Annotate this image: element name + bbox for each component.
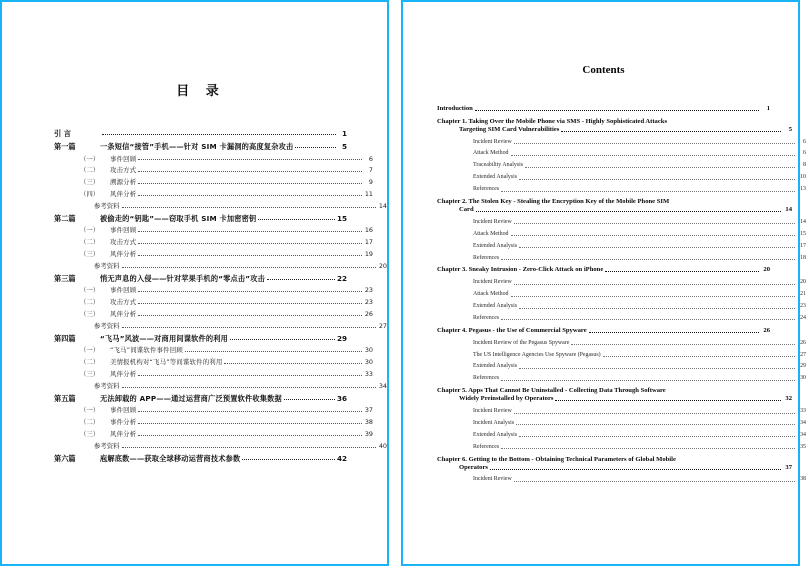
- toc-sub-title: 溯源分析: [110, 178, 137, 187]
- dot-leader: [514, 143, 795, 144]
- toc-sub-title: References: [473, 254, 500, 261]
- toc-sub-title: 事件回顾: [110, 286, 137, 295]
- toc-page-number: 23: [364, 298, 373, 307]
- toc-chapter-row[interactable]: [437, 199, 770, 206]
- dot-leader: [501, 191, 795, 192]
- toc-sub-row[interactable]: [437, 220, 806, 226]
- toc-page-number: 8: [803, 162, 806, 169]
- toc-page-number: 33: [800, 408, 806, 415]
- dot-leader: [476, 211, 781, 212]
- dot-leader: [514, 413, 795, 414]
- toc-page-number: 15: [336, 213, 347, 223]
- toc-sub-marker: （三）: [80, 309, 100, 318]
- toc-chapter-label: 第一篇: [54, 141, 76, 151]
- toc-reference-row[interactable]: [54, 263, 387, 269]
- english-toc-content: [403, 64, 806, 483]
- toc-page-number: 40: [378, 441, 387, 450]
- toc-sub-row[interactable]: [437, 256, 806, 262]
- toc-page-number: 30: [364, 346, 373, 355]
- dot-leader: [138, 183, 362, 184]
- toc-chapter-row[interactable]: [54, 275, 347, 282]
- dot-leader: [555, 400, 781, 401]
- toc-page-number: 6: [368, 154, 373, 163]
- dot-leader: [501, 319, 795, 320]
- toc-page-number: 20: [763, 266, 770, 274]
- toc-page-number: 17: [364, 238, 373, 247]
- toc-sub-row[interactable]: [437, 163, 806, 169]
- toc-page-number: 30: [364, 358, 373, 367]
- toc-page-number: 38: [364, 418, 373, 427]
- dot-leader: [514, 223, 795, 224]
- toc-page-number: 29: [800, 363, 806, 370]
- dot-leader: [561, 131, 781, 132]
- dot-leader: [525, 167, 795, 168]
- toc-chapter-row-continued[interactable]: [437, 396, 792, 403]
- toc-sub-title: 风伴分析: [110, 189, 137, 198]
- toc-page-number: 37: [785, 463, 792, 471]
- toc-page-number: 24: [800, 314, 806, 321]
- dot-leader: [138, 315, 362, 316]
- toc-sub-marker: （一）: [80, 346, 100, 355]
- toc-sub-marker: （三）: [80, 249, 100, 258]
- toc-sub-row[interactable]: [54, 227, 373, 233]
- toc-sub-title: Extended Analysis: [473, 431, 518, 438]
- toc-sub-row[interactable]: [54, 251, 373, 257]
- dot-leader: [138, 255, 362, 256]
- toc-page-number: 5: [341, 141, 347, 151]
- toc-page-number: 27: [378, 321, 387, 330]
- toc-page-number: 14: [785, 206, 792, 214]
- toc-sub-row[interactable]: [437, 445, 806, 451]
- toc-reference-row[interactable]: [54, 203, 387, 209]
- toc-sub-row[interactable]: [437, 353, 806, 359]
- toc-page-number: 35: [800, 443, 806, 450]
- dot-leader: [138, 303, 362, 304]
- toc-sub-marker: （一）: [80, 226, 100, 235]
- toc-sub-title: Incident Review: [473, 476, 512, 483]
- dot-leader: [122, 387, 376, 388]
- toc-sub-row[interactable]: [54, 347, 373, 353]
- toc-chapter-row[interactable]: [437, 267, 770, 274]
- dot-leader: [519, 247, 795, 248]
- toc-chapter-row[interactable]: [437, 388, 770, 395]
- dot-leader: [138, 435, 362, 436]
- toc-chapter-label: 第五篇: [54, 393, 76, 403]
- toc-sub-title: Traceability Analysis: [473, 162, 524, 169]
- toc-page-number: 19: [364, 249, 373, 258]
- page-left-chinese-toc: [0, 0, 389, 566]
- toc-sub-row[interactable]: [54, 167, 373, 173]
- toc-chapter-title: Chapter 3. Sneaky Intrusion - Zero-Click Attack on iPhone: [437, 266, 604, 274]
- toc-sub-row[interactable]: [437, 364, 806, 370]
- toc-page-number: 23: [364, 286, 373, 295]
- toc-sub-title: 风伴分析: [110, 249, 137, 258]
- toc-sub-title: References: [473, 443, 500, 450]
- toc-chapter-row[interactable]: [54, 130, 347, 137]
- toc-sub-title: References: [473, 375, 500, 382]
- toc-sub-title: Incident Review: [473, 218, 512, 225]
- dot-leader: [511, 296, 796, 297]
- toc-sub-marker: （二）: [80, 418, 100, 427]
- dot-leader: [122, 327, 376, 328]
- dot-leader: [138, 171, 362, 172]
- toc-page-number: 9: [368, 178, 373, 187]
- english-toc-heading: Contents: [582, 64, 625, 76]
- dot-leader: [258, 219, 335, 220]
- toc-chapter-title: Introduction: [437, 105, 473, 112]
- toc-sub-row[interactable]: [437, 421, 806, 427]
- english-toc-list: [437, 105, 806, 483]
- dot-leader: [501, 380, 795, 381]
- toc-sub-row[interactable]: [437, 140, 806, 146]
- dot-leader: [242, 459, 335, 460]
- toc-chapter-row[interactable]: [54, 395, 347, 402]
- toc-sub-title: 风伴分析: [110, 429, 137, 438]
- toc-page-number: 18: [800, 254, 806, 261]
- dot-leader: [519, 308, 795, 309]
- dot-leader: [603, 356, 795, 357]
- toc-sub-title: 美情报机构对“飞马”等间谍软件的利用: [110, 358, 223, 367]
- toc-page-number: 26: [800, 339, 806, 346]
- toc-chapter-title: 一条短信“接管”手机——针对 SIM 卡漏洞的高度复杂攻击: [100, 141, 294, 151]
- toc-page-number: 1: [341, 129, 347, 138]
- toc-reference-title: 参考资料: [94, 381, 120, 390]
- toc-sub-marker: （三）: [80, 369, 100, 378]
- dot-leader: [138, 291, 362, 292]
- dot-leader: [516, 424, 795, 425]
- toc-page-number: 14: [378, 201, 387, 210]
- toc-sub-row[interactable]: [54, 407, 373, 413]
- toc-sub-row[interactable]: [437, 477, 806, 483]
- toc-sub-row[interactable]: [54, 299, 373, 305]
- chinese-toc-list: [54, 129, 387, 463]
- toc-chapter-title: Chapter 2. The Stolen Key - Stealing the Encryption Key of the Mobile Phone SIM: [437, 198, 670, 206]
- toc-sub-title: Incident Review of the Pegasus Spyware: [473, 339, 570, 346]
- toc-page-number: 32: [785, 395, 792, 403]
- toc-sub-title: 风伴分析: [110, 369, 137, 378]
- dot-leader: [122, 207, 376, 208]
- toc-sub-marker: （三）: [80, 429, 100, 438]
- dot-leader: [519, 179, 795, 180]
- dot-leader: [571, 344, 795, 345]
- toc-page-number: 17: [800, 242, 806, 249]
- chinese-toc-heading: 目 录: [176, 84, 225, 99]
- toc-sub-row[interactable]: [437, 151, 806, 157]
- toc-chapter-row[interactable]: [54, 215, 347, 222]
- toc-sub-row[interactable]: [437, 316, 806, 322]
- toc-reference-title: 参考资料: [94, 441, 120, 450]
- toc-page-number: 23: [800, 303, 806, 310]
- toc-sub-title: References: [473, 314, 500, 321]
- toc-sub-marker: （二）: [80, 298, 100, 307]
- toc-sub-title: References: [473, 186, 500, 193]
- toc-chapter-row[interactable]: [437, 106, 770, 113]
- toc-sub-row[interactable]: [54, 239, 373, 245]
- toc-chapter-row-continued[interactable]: [437, 127, 792, 134]
- toc-sub-title: “飞马”间谍软件事件回顾: [110, 346, 183, 355]
- toc-sub-marker: （一）: [80, 286, 100, 295]
- dot-leader: [475, 110, 759, 111]
- dot-leader: [122, 267, 376, 268]
- toc-sub-row[interactable]: [437, 433, 806, 439]
- dot-leader: [511, 235, 796, 236]
- toc-chapter-title: 庖解底数——获取全球移动运营商技术参数: [100, 453, 241, 463]
- toc-sub-title: Incident Review: [473, 279, 512, 286]
- toc-sub-title: Attack Method: [473, 291, 509, 298]
- dot-leader: [230, 339, 335, 340]
- dot-leader: [514, 481, 795, 482]
- toc-sub-row[interactable]: [54, 371, 373, 377]
- dot-leader: [185, 351, 362, 352]
- toc-sub-row[interactable]: [437, 175, 806, 181]
- toc-page-number: 10: [800, 174, 806, 181]
- dot-leader: [295, 147, 336, 148]
- toc-sub-title: Incident Review: [473, 408, 512, 415]
- toc-chapter-row[interactable]: [437, 328, 770, 335]
- toc-page-number: 29: [336, 333, 347, 343]
- toc-chapter-title: “飞马”风波——对商用间谍软件的利用: [100, 333, 229, 343]
- toc-page-number: 30: [800, 375, 806, 382]
- toc-chapter-title: 悄无声息的入侵——针对苹果手机的“零点击”攻击: [100, 273, 265, 283]
- toc-page-number: 27: [800, 351, 806, 358]
- toc-sub-row[interactable]: [54, 287, 373, 293]
- toc-sub-row[interactable]: [54, 191, 373, 197]
- toc-page-number: 39: [364, 429, 373, 438]
- toc-chapter-label: 第六篇: [54, 453, 76, 463]
- toc-sub-title: 攻击方式: [110, 238, 137, 247]
- toc-sub-marker: （二）: [80, 166, 100, 175]
- dot-leader: [519, 436, 795, 437]
- toc-chapter-label: 第二篇: [54, 213, 76, 223]
- toc-sub-row[interactable]: [54, 179, 373, 185]
- dot-leader: [138, 411, 362, 412]
- dot-leader: [284, 399, 335, 400]
- toc-sub-row[interactable]: [437, 409, 806, 415]
- toc-sub-title: 事件分析: [110, 418, 137, 427]
- toc-page-number: 34: [378, 381, 387, 390]
- toc-sub-row[interactable]: [437, 280, 806, 286]
- toc-page-number: 26: [763, 326, 770, 334]
- toc-page-number: 42: [336, 453, 347, 463]
- toc-sub-row[interactable]: [437, 232, 806, 238]
- toc-sub-row[interactable]: [437, 292, 806, 298]
- toc-reference-title: 参考资料: [94, 261, 120, 270]
- toc-page-number: 15: [800, 230, 806, 237]
- toc-reference-row[interactable]: [54, 443, 387, 449]
- toc-sub-row[interactable]: [437, 376, 806, 382]
- toc-chapter-title-continued: Widely Preinstalled by Operators: [459, 395, 554, 403]
- toc-sub-row[interactable]: [437, 187, 806, 193]
- toc-page-number: 22: [336, 273, 347, 283]
- toc-sub-title: Extended Analysis: [473, 303, 518, 310]
- toc-sub-row[interactable]: [54, 431, 373, 437]
- toc-sub-title: Attack Method: [473, 150, 509, 157]
- dot-leader: [589, 332, 759, 333]
- toc-sub-row[interactable]: [54, 359, 373, 365]
- toc-sub-row[interactable]: [54, 419, 373, 425]
- toc-sub-title: Extended Analysis: [473, 242, 518, 249]
- toc-chapter-row[interactable]: [54, 335, 347, 342]
- toc-chapter-row[interactable]: [54, 143, 347, 150]
- toc-sub-title: 事件回顾: [110, 406, 137, 415]
- toc-chapter-row-continued[interactable]: [437, 465, 792, 472]
- toc-page-number: 6: [803, 150, 806, 157]
- toc-page-number: 33: [364, 369, 373, 378]
- dot-leader: [267, 279, 335, 280]
- toc-page-number: 36: [336, 393, 347, 403]
- toc-page-number: 14: [800, 218, 806, 225]
- toc-sub-title: Incident Analysis: [473, 419, 515, 426]
- toc-chapter-title: Chapter 4. Pegasus - the Use of Commercial Spyware: [437, 326, 587, 334]
- toc-reference-row[interactable]: [54, 383, 387, 389]
- dot-leader: [490, 469, 781, 470]
- toc-page-number: 11: [364, 189, 373, 198]
- toc-chapter-label: 第三篇: [54, 273, 76, 283]
- toc-page-number: 34: [800, 431, 806, 438]
- dot-leader: [102, 134, 336, 135]
- toc-sub-title: The US Intelligence Agencies Use Spyware (Pegasus): [473, 351, 601, 358]
- toc-sub-marker: （四）: [80, 189, 100, 198]
- toc-page-number: 34: [800, 419, 806, 426]
- toc-reference-title: 参考资料: [94, 321, 120, 330]
- toc-sub-title: Extended Analysis: [473, 363, 518, 370]
- toc-page-number: 5: [788, 125, 792, 133]
- toc-sub-title: 风伴分析: [110, 309, 137, 318]
- toc-page-number: 26: [364, 309, 373, 318]
- toc-page-number: 1: [766, 105, 770, 112]
- page-right-english-toc: [401, 0, 806, 566]
- toc-reference-row[interactable]: [54, 323, 387, 329]
- toc-page-number: 20: [378, 261, 387, 270]
- toc-sub-marker: （一）: [80, 406, 100, 415]
- toc-sub-title: 攻击方式: [110, 298, 137, 307]
- toc-page-number: 21: [800, 291, 806, 298]
- toc-chapter-row-continued[interactable]: [437, 207, 792, 214]
- toc-sub-row[interactable]: [437, 341, 806, 347]
- toc-page-number: 6: [803, 138, 806, 145]
- dot-leader: [514, 284, 795, 285]
- toc-chapter-title-continued: Card: [459, 206, 474, 214]
- dot-leader: [138, 423, 362, 424]
- toc-sub-row[interactable]: [437, 304, 806, 310]
- toc-chapter-title-continued: Operators: [459, 463, 488, 471]
- toc-chapter-row[interactable]: [437, 457, 770, 464]
- page-gutter: [389, 0, 401, 566]
- toc-sub-row[interactable]: [54, 156, 373, 162]
- dot-leader: [138, 243, 362, 244]
- toc-sub-title: Incident Review: [473, 138, 512, 145]
- dot-leader: [519, 368, 795, 369]
- toc-chapter-title-continued: Targeting SIM Card Vulnerabilities: [459, 125, 560, 133]
- toc-chapter-title: 被偷走的“钥匙”——窃取手机 SIM 卡加密密钥: [100, 213, 257, 223]
- toc-sub-title: 攻击方式: [110, 166, 137, 175]
- toc-chapter-label: 第四篇: [54, 333, 76, 343]
- toc-sub-title: Extended Analysis: [473, 174, 518, 181]
- chinese-toc-content: [2, 80, 387, 462]
- toc-sub-title: Attack Method: [473, 230, 509, 237]
- toc-sub-title: 事件回顾: [110, 226, 137, 235]
- dot-leader: [138, 159, 362, 160]
- toc-chapter-row[interactable]: [54, 455, 347, 462]
- toc-chapter-title: Chapter 6. Getting to the Bottom - Obtaining Technical Parameters of Global Mobile: [437, 455, 676, 463]
- dot-leader: [122, 447, 376, 448]
- dot-leader: [224, 363, 362, 364]
- dot-leader: [501, 259, 795, 260]
- toc-reference-title: 参考资料: [94, 201, 120, 210]
- toc-sub-marker: （三）: [80, 178, 100, 187]
- toc-chapter-title: Chapter 1. Taking Over the Mobile Phone via SMS - Highly Sophisticated Attacks: [437, 117, 668, 125]
- toc-sub-marker: （一）: [80, 154, 100, 163]
- toc-chapter-title: Chapter 5. Apps That Cannot Be Uninstalled - Collecting Data Through Software: [437, 387, 666, 395]
- dot-leader: [138, 375, 362, 376]
- toc-page-number: 16: [364, 226, 373, 235]
- toc-sub-marker: （二）: [80, 238, 100, 247]
- toc-sub-title: 事件回顾: [110, 154, 137, 163]
- toc-sub-marker: （二）: [80, 358, 100, 367]
- toc-page-number: 20: [800, 279, 806, 286]
- dot-leader: [605, 271, 759, 272]
- dot-leader: [138, 231, 362, 232]
- toc-chapter-title: 无法卸载的 APP——通过运营商广泛预置软件收集数据: [100, 393, 282, 403]
- toc-chapter-row[interactable]: [437, 119, 770, 126]
- toc-sub-row[interactable]: [54, 311, 373, 317]
- toc-page-number: 38: [800, 476, 806, 483]
- dot-leader: [511, 155, 796, 156]
- dot-leader: [501, 448, 795, 449]
- toc-chapter-label: 引 言: [54, 129, 71, 138]
- toc-page-number: 37: [364, 406, 373, 415]
- toc-sub-row[interactable]: [437, 244, 806, 250]
- toc-page-number: 13: [800, 186, 806, 193]
- toc-page-number: 7: [368, 166, 373, 175]
- dot-leader: [138, 195, 362, 196]
